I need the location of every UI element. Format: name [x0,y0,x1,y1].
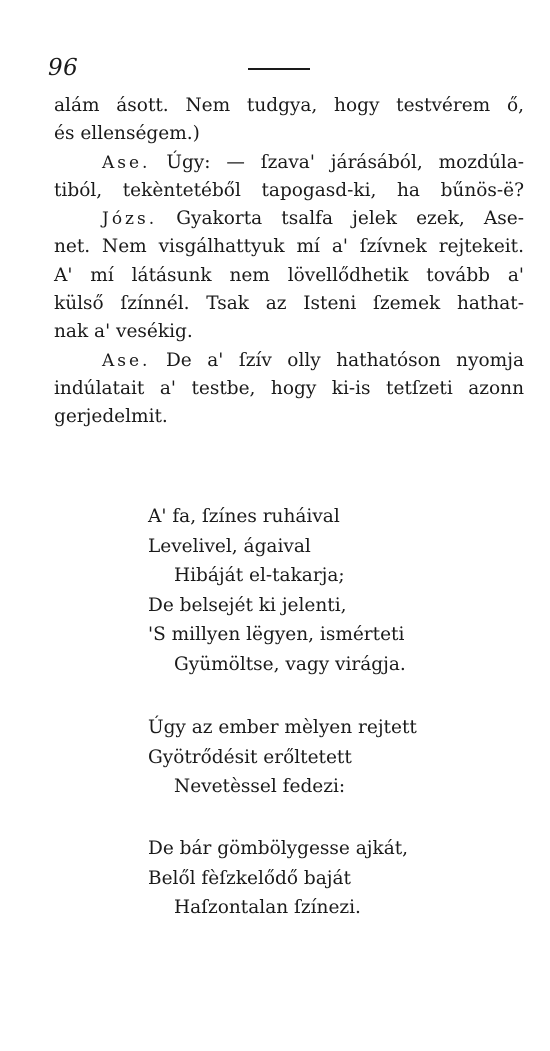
verse-line: Belől fèſzkelődő baját [148,867,351,889]
verse-line: De bár gömbölygesse ajkát, [148,838,409,859]
verse-line: Levelivel, ágaival [148,535,311,557]
speaker-name: Ase. [102,350,151,371]
dialogue-text: De a' ſzív olly hathatóson nyomja [165,349,524,371]
verse-line: De belsejét ki jelenti, [148,594,347,616]
prose-line: külső ſzínnél. Tsak az Isteni ſzemek hathat- [54,293,524,315]
verse-stanza [148,834,488,923]
prose-line: net. Nem visgálhattyuk mí a' ſzívnek rejtekeit. [54,236,524,258]
page-number: 96 [48,55,79,81]
prose-line: és ellenségem.) [54,123,200,145]
verse-line: 'S millyen lëgyen, ismérteti [148,624,405,646]
verse-line: Nevetèssel fedezi: [174,776,346,798]
verse-line: Gyötrődésit erőltetett [148,746,352,768]
prose-line: gerjedelmit. [54,406,168,428]
verse-line: A' fa, ſzínes ruháival [148,506,340,527]
verse-line: Haſzontalan ſzínezi. [174,897,361,919]
verse-line: Hibáját el-takarja; [174,565,345,587]
prose-line: alám ásott. Nem tudgya, hogy testvérem ő, [54,95,524,116]
prose-line: tiból, tekèntetéből tapogasd-ki, ha bűnös-ë? [54,179,524,201]
header-rule [248,68,310,70]
speaker-name: Ase. [102,152,151,173]
speaker-name: Józs. [102,209,158,230]
verse-line: Gyümöltse, vagy virágja. [174,653,406,675]
prose-block [54,92,524,432]
prose-line: nak a' vesékig. [54,321,193,343]
dialogue-line [54,149,524,177]
dialogue-text: Úgy: — ſzava' járásából, mozdúla- [166,151,524,173]
dialogue-text: Gyakorta tsalfa jelek ezek, Ase- [176,208,524,230]
verse-line: Úgy az ember mèlyen rejtett [148,717,417,738]
verse-stanza [148,713,488,802]
prose-line: A' mí látásunk nem lövellődhetik tovább a' [54,264,524,286]
dialogue-line [54,347,524,375]
dialogue-line [54,205,524,233]
prose-line: indúlatait a' testbe, hogy ki-is tetſzeti azonn [54,377,524,399]
verse-stanza [148,502,488,680]
